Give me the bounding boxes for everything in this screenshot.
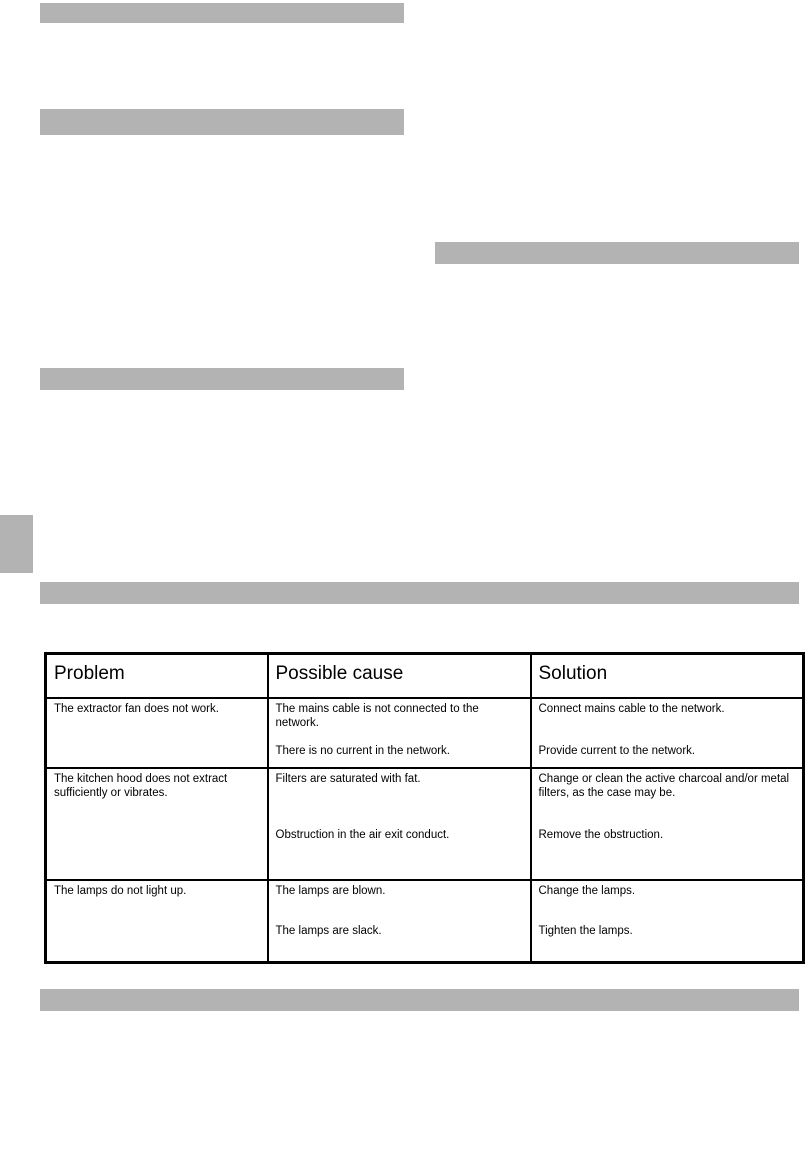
page-side-tab: [0, 515, 33, 573]
problem-cell: [46, 768, 268, 880]
cause-text: The mains cable is not connected to the network.: [275, 703, 479, 729]
solution-text: Provide current to the network.: [538, 745, 696, 757]
problem-text: The extractor fan does not work.: [54, 703, 219, 715]
column-header-problem: Problem: [46, 654, 268, 699]
solution-cell: [531, 880, 804, 962]
table-header-row: [46, 654, 804, 699]
problem-text: The kitchen hood does not extract sufficiently or vibrates.: [54, 773, 228, 799]
problem-cell: [46, 880, 268, 962]
table-row: [46, 698, 804, 768]
cause-cell: [268, 768, 531, 880]
cause-text: The lamps are blown.: [275, 885, 386, 897]
section-header-bar: [40, 989, 799, 1011]
cause-text: The lamps are slack.: [275, 925, 382, 937]
section-header-bar: [40, 3, 404, 23]
section-header-bar: [40, 368, 404, 390]
cause-text: There is no current in the network.: [275, 745, 450, 757]
problem-text: The lamps do not light up.: [54, 885, 187, 897]
cause-text: Obstruction in the air exit conduct.: [275, 829, 450, 841]
solution-cell: [531, 768, 804, 880]
troubleshooting-table: [44, 652, 805, 964]
solution-text: Remove the obstruction.: [538, 829, 664, 841]
section-header-bar: [435, 242, 799, 264]
solution-text: Tighten the lamps.: [538, 925, 633, 937]
table-row: [46, 880, 804, 962]
solution-text: Change or clean the active charcoal and/or metal filters, as the case may be.: [538, 773, 790, 799]
problem-cell: [46, 698, 268, 768]
solution-text: Change the lamps.: [538, 885, 636, 897]
cause-cell: [268, 880, 531, 962]
solution-cell: [531, 698, 804, 768]
column-header-solution: Solution: [531, 654, 804, 699]
section-header-bar: [40, 109, 404, 135]
cause-text: Filters are saturated with fat.: [275, 773, 421, 785]
section-header-bar: [40, 582, 799, 604]
solution-text: Connect mains cable to the network.: [538, 703, 725, 715]
table-row: [46, 768, 804, 880]
cause-cell: [268, 698, 531, 768]
column-header-cause: Possible cause: [268, 654, 531, 699]
